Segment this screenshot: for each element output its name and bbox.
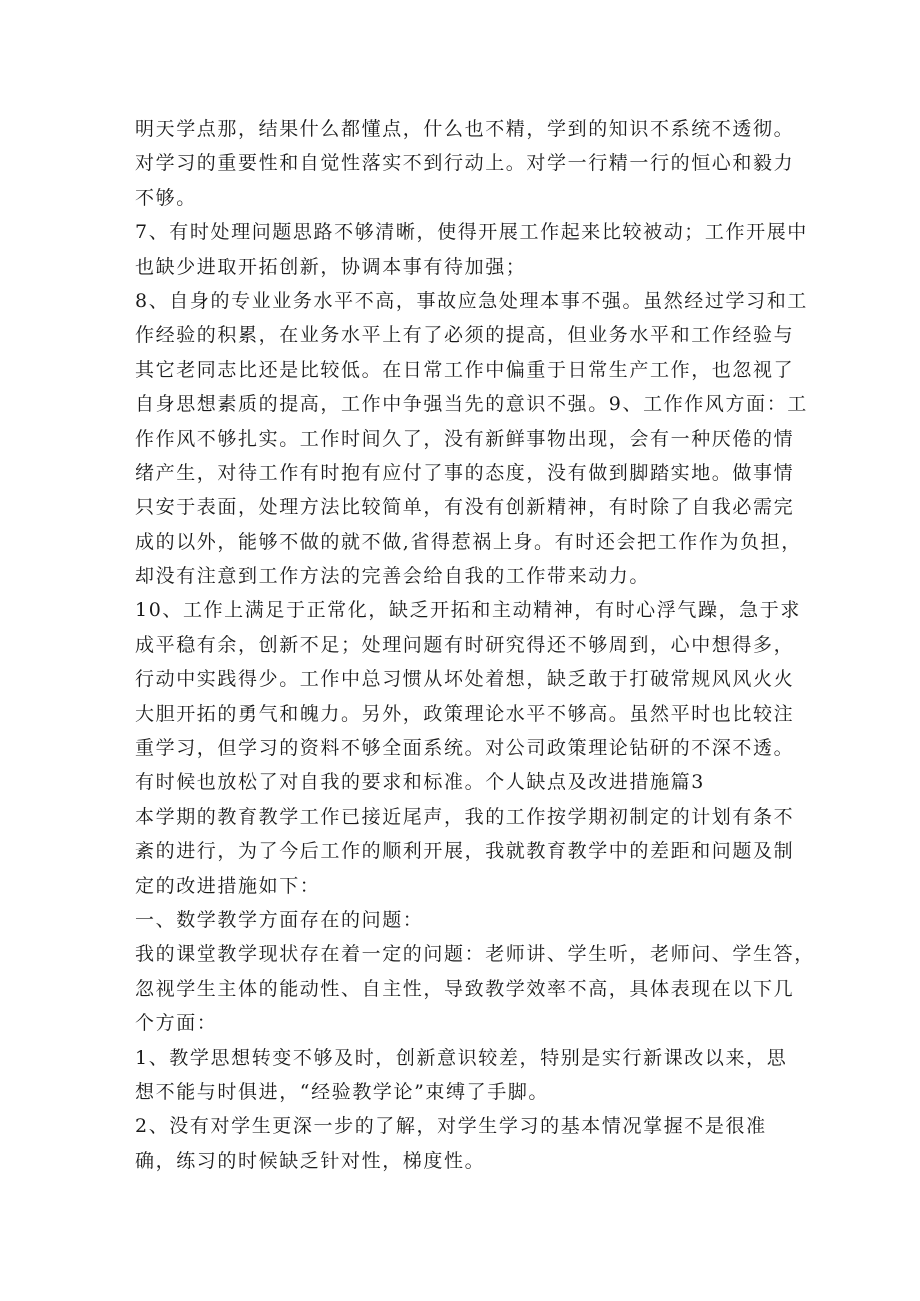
text-line: 成的以外，能够不做的就不做,省得惹祸上身。有时还会把工作作为负担， [135,530,802,553]
text-line: 紊的进行，为了今后工作的顺利开展，我就教育教学中的差距和问题及制 [135,840,795,863]
text-line: 2、没有对学生更深一步的了解，对学生学习的基本情况掌握不是很准 [135,1115,767,1138]
text-line: 有时候也放松了对自我的要求和标准。个人缺点及改进措施篇3 [135,771,705,794]
text-line: 8、自身的专业业务水平不高，事故应急处理本事不强。虽然经过学习和工 [135,289,808,312]
text-line: 作作风不够扎实。工作时间久了，没有新鲜事物出现，会有一种厌倦的情 [135,427,795,450]
text-line: 作经验的积累，在业务水平上有了必须的提高，但业务水平和工作经验与 [135,324,795,347]
text-line: 对学习的重要性和自觉性落实不到行动上。对学一行精一行的恒心和毅力 [135,152,795,175]
text-line: 我的课堂教学现状存在着一定的问题：老师讲、学生听，老师问、学生答， [135,943,815,966]
text-line: 也缺少进取开拓创新，协调本事有待加强； [135,255,527,278]
text-line: 本学期的教育教学工作已接近尾声，我的工作按学期初制定的计划有条不 [135,805,795,828]
text-line: 其它老同志比还是比较低。在日常工作中偏重于日常生产工作，也忽视了 [135,358,795,381]
text-line: 重学习，但学习的资料不够全面系统。对公司政策理论钻研的不深不透。 [135,737,795,760]
document-body [135,112,815,1178]
text-line: 行动中实践得少。工作中总习惯从坏处着想，缺乏敢于打破常规风风火火 [135,668,795,691]
text-line: 个方面： [135,1012,218,1035]
text-line: 7、有时处理问题思路不够清晰，使得开展工作起来比较被动；工作开展中 [135,221,808,244]
text-line: 大胆开拓的勇气和魄力。另外，政策理论水平不够高。虽然平时也比较注 [135,702,795,725]
text-line: 确，练习的时候缺乏针对性，梯度性。 [135,1149,486,1172]
text-line: 不够。 [135,186,197,209]
text-line: 想不能与时俱进，“经验教学论”束缚了手脚。 [135,1080,550,1103]
section-heading: 一、数学教学方面存在的问题： [135,908,424,931]
text-line: 绪产生，对待工作有时抱有应付了事的态度，没有做到脚踏实地。做事情 [135,461,795,484]
text-line: 却没有注意到工作方法的完善会给自我的工作带来动力。 [135,565,651,588]
text-line: 明天学点那，结果什么都懂点，什么也不精，学到的知识不系统不透彻。 [135,118,795,140]
text-line: 定的改进措施如下： [135,874,321,897]
text-line: 成平稳有余，创新不足；处理问题有时研究得还不够周到，心中想得多， [135,633,795,656]
text-line: 忽视学生主体的能动性、自主性，导致教学效率不高，具体表现在以下几 [135,977,795,1000]
text-line: 1、教学思想转变不够及时，创新意识较差，特别是实行新课改以来，思 [135,1046,788,1069]
text-line: 只安于表面，处理方法比较简单，有没有创新精神，有时除了自我必需完 [135,496,795,519]
text-line: 10、工作上满足于正常化，缺乏开拓和主动精神，有时心浮气躁，急于求 [135,599,801,622]
text-line: 自身思想素质的提高，工作中争强当先的意识不强。9、工作作风方面：工 [135,393,808,416]
